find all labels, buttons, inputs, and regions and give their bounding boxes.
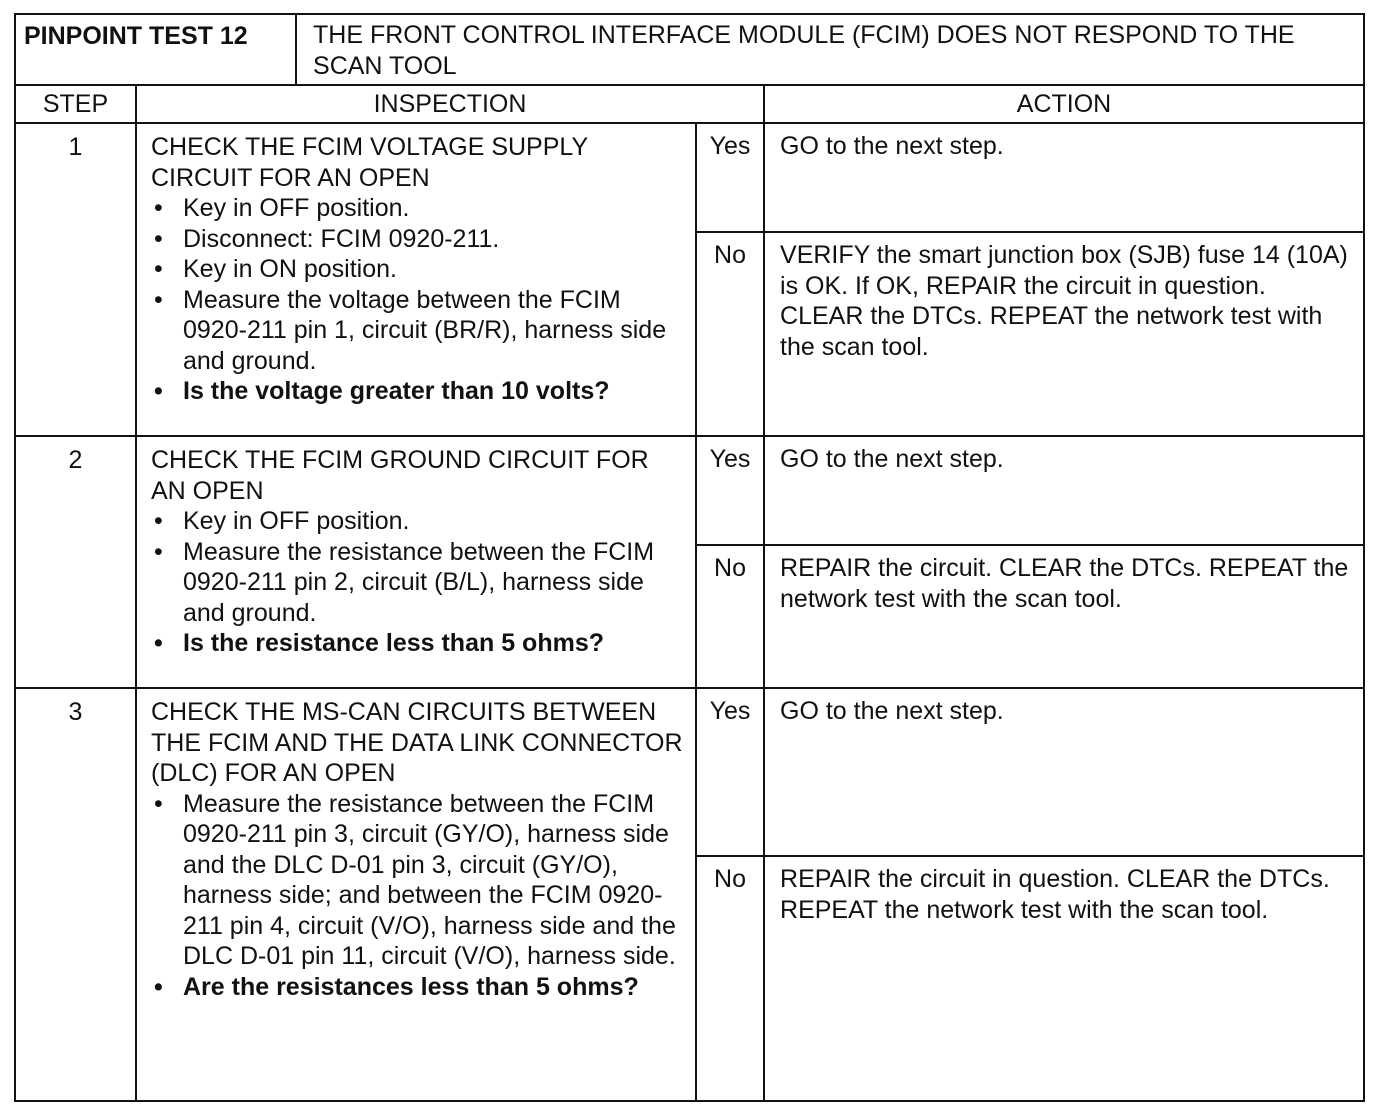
test-number: PINPOINT TEST 12	[15, 14, 296, 85]
step-3-yes-row	[15, 688, 1364, 856]
title-row	[15, 14, 1364, 85]
bullet-icon: •	[154, 377, 163, 405]
step-2-yes-row	[15, 436, 1364, 545]
step-question: • Are the resistances less than 5 ohms?	[154, 972, 639, 1001]
yes-action: GO to the next step.	[764, 123, 1364, 232]
step-number: 2	[15, 436, 136, 688]
step-number: 3	[15, 688, 136, 1101]
bullet-icon: •	[154, 629, 163, 657]
step-heading: CHECK THE FCIM VOLTAGE SUPPLY CIRCUIT FOR AN OPEN	[151, 133, 588, 192]
no-action: REPAIR the circuit in question. CLEAR the DTCs. REPEAT the network test with the scan tool.	[764, 856, 1364, 1101]
step-question: • Is the voltage greater than 10 volts?	[154, 377, 610, 405]
no-action: VERIFY the smart junction box (SJB) fuse 14 (10A) is OK. If OK, REPAIR the circuit in question. CLEAR the DTCs. REPEAT the network test with the scan tool.	[764, 232, 1364, 436]
bullet-icon: •	[154, 194, 163, 222]
bullet-icon: •	[154, 255, 163, 283]
pinpoint-test-table	[14, 13, 1365, 1102]
step-bullet-list	[151, 789, 683, 1003]
header-row	[15, 85, 1364, 123]
step-heading: CHECK THE MS-CAN CIRCUITS BETWEEN THE FCIM AND THE DATA LINK CONNECTOR (DLC) FOR AN OPEN	[151, 698, 683, 787]
bullet-icon: •	[154, 789, 163, 818]
step-1-yes-row	[15, 123, 1364, 232]
bullet-item: • Measure the resistance between the FCIM 0920-211 pin 3, circuit (GY/O), harness side and the DLC D-01 pin 3, circuit (GY/O), harness side; and between the FCIM 0920-211 pin 4, circuit (V/O), harness side and the DLC D-01 pin 11, circuit (V/O), harness side.	[154, 789, 676, 970]
step-bullet-list	[151, 193, 683, 407]
action-header: ACTION	[764, 85, 1364, 123]
bullet-icon: •	[154, 537, 163, 566]
yes-action: GO to the next step.	[764, 436, 1364, 545]
inspection-header: INSPECTION	[136, 85, 764, 123]
bullet-item: • Key in ON position.	[154, 255, 397, 283]
step-inspection	[136, 436, 696, 688]
step-inspection	[136, 123, 696, 436]
yes-label: Yes	[696, 123, 764, 232]
bullet-item: • Disconnect: FCIM 0920-211.	[154, 224, 500, 253]
step-question: • Is the resistance less than 5 ohms?	[154, 629, 604, 657]
step-header: STEP	[15, 85, 136, 123]
bullet-icon: •	[154, 507, 163, 535]
no-label: No	[696, 545, 764, 688]
step-number: 1	[15, 123, 136, 436]
no-label: No	[696, 232, 764, 436]
test-title: THE FRONT CONTROL INTERFACE MODULE (FCIM) DOES NOT RESPOND TO THE SCAN TOOL	[296, 14, 1364, 85]
bullet-item: • Key in OFF position.	[154, 194, 410, 222]
bullet-item: • Measure the voltage between the FCIM 0920-211 pin 1, circuit (BR/R), harness side and ground.	[154, 285, 667, 375]
yes-action: GO to the next step.	[764, 688, 1364, 856]
bullet-item: • Key in OFF position.	[154, 507, 410, 535]
step-heading: CHECK THE FCIM GROUND CIRCUIT FOR AN OPEN	[151, 446, 649, 505]
bullet-icon: •	[154, 285, 163, 314]
yes-label: Yes	[696, 436, 764, 545]
step-bullet-list	[151, 506, 683, 659]
bullet-icon: •	[154, 224, 163, 253]
bullet-item: • Measure the resistance between the FCIM 0920-211 pin 2, circuit (B/L), harness side and ground.	[154, 537, 655, 627]
step-inspection	[136, 688, 696, 1101]
bullet-icon: •	[154, 972, 163, 1001]
no-label: No	[696, 856, 764, 1101]
yes-label: Yes	[696, 688, 764, 856]
no-action: REPAIR the circuit. CLEAR the DTCs. REPEAT the network test with the scan tool.	[764, 545, 1364, 688]
